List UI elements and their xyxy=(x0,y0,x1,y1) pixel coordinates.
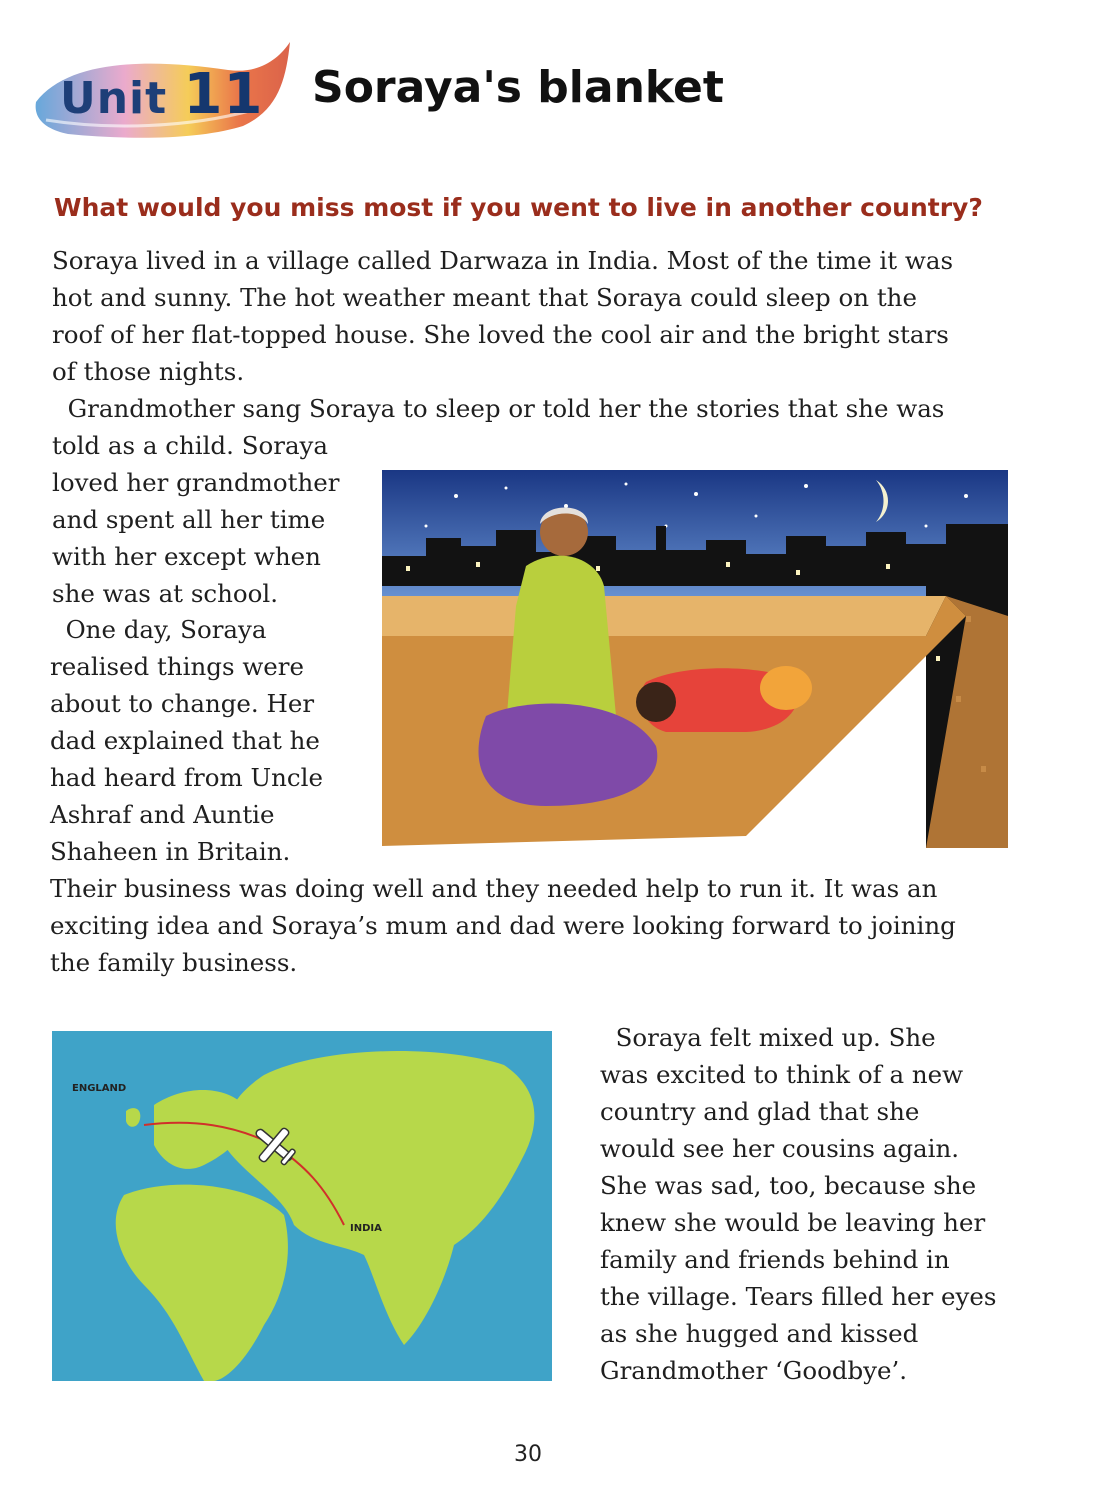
unit-word: Unit xyxy=(60,73,168,124)
page-title: Soraya's blanket xyxy=(312,62,724,113)
text-line: and spent all her time xyxy=(52,505,326,534)
discussion-question: What would you miss most if you went to live in another country? xyxy=(54,193,983,222)
label-england: ENGLAND xyxy=(72,1083,127,1094)
text-line: Soraya lived in a village called Darwaza in India. Most of the time it was xyxy=(52,246,954,275)
unit-label xyxy=(60,62,263,127)
text-line: as she hugged and kissed xyxy=(600,1319,919,1348)
text-line: Their business was doing well and they needed help to run it. It was an xyxy=(50,874,938,903)
unit-number: 11 xyxy=(183,62,264,127)
text-line: was excited to think of a new xyxy=(600,1060,964,1089)
text-line: roof of her flat-topped house. She loved the cool air and the bright stars xyxy=(52,320,949,349)
night-sky xyxy=(382,470,1008,610)
roof-wall-top xyxy=(382,596,946,636)
text-line: Grandmother sang Soraya to sleep or told her the stories that she was xyxy=(52,394,945,423)
text-line: the village. Tears filled her eyes xyxy=(600,1282,997,1311)
page-number: 30 xyxy=(514,1442,542,1467)
story-paragraph-5 xyxy=(600,1019,996,1389)
text-line: of those nights. xyxy=(52,357,245,386)
text-line: realised things were xyxy=(50,652,304,681)
story-paragraph-4 xyxy=(50,870,956,981)
text-line: hot and sunny. The hot weather meant that Soraya could sleep on the xyxy=(52,283,917,312)
text-line: with her except when xyxy=(52,542,321,571)
text-line: about to change. Her xyxy=(50,689,315,718)
text-line: Soraya felt mixed up. She xyxy=(600,1023,936,1052)
text-line: had heard from Uncle xyxy=(50,763,323,792)
grandmother-vest xyxy=(506,556,616,726)
text-line: dad explained that he xyxy=(50,726,320,755)
text-line: family and friends behind in xyxy=(600,1245,950,1274)
text-line: exciting idea and Soraya’s mum and dad were looking forward to joining xyxy=(50,911,956,940)
rooftop-night-illustration xyxy=(366,466,1010,848)
text-line: country and glad that she xyxy=(600,1097,920,1126)
text-line: knew she would be leaving her xyxy=(600,1208,986,1237)
text-line: She was sad, too, because she xyxy=(600,1171,977,1200)
text-line: One day, Soraya xyxy=(50,615,267,644)
label-india: INDIA xyxy=(350,1223,382,1234)
story-paragraph-1 xyxy=(52,242,953,390)
text-line: would see her cousins again. xyxy=(600,1134,960,1163)
teddy-bear xyxy=(760,666,812,710)
text-line: loved her grandmother xyxy=(52,468,340,497)
text-line: Shaheen in Britain. xyxy=(50,837,291,866)
text-line: she was at school. xyxy=(52,579,279,608)
text-line: told as a child. Soraya xyxy=(52,431,328,460)
text-line: Grandmother ‘Goodbye’. xyxy=(600,1356,908,1385)
text-line: Ashraf and Auntie xyxy=(50,800,275,829)
story-paragraph-3 xyxy=(50,611,323,870)
soraya-head xyxy=(636,682,676,722)
text-line: the family business. xyxy=(50,948,298,977)
route-map-illustration xyxy=(44,1025,564,1465)
